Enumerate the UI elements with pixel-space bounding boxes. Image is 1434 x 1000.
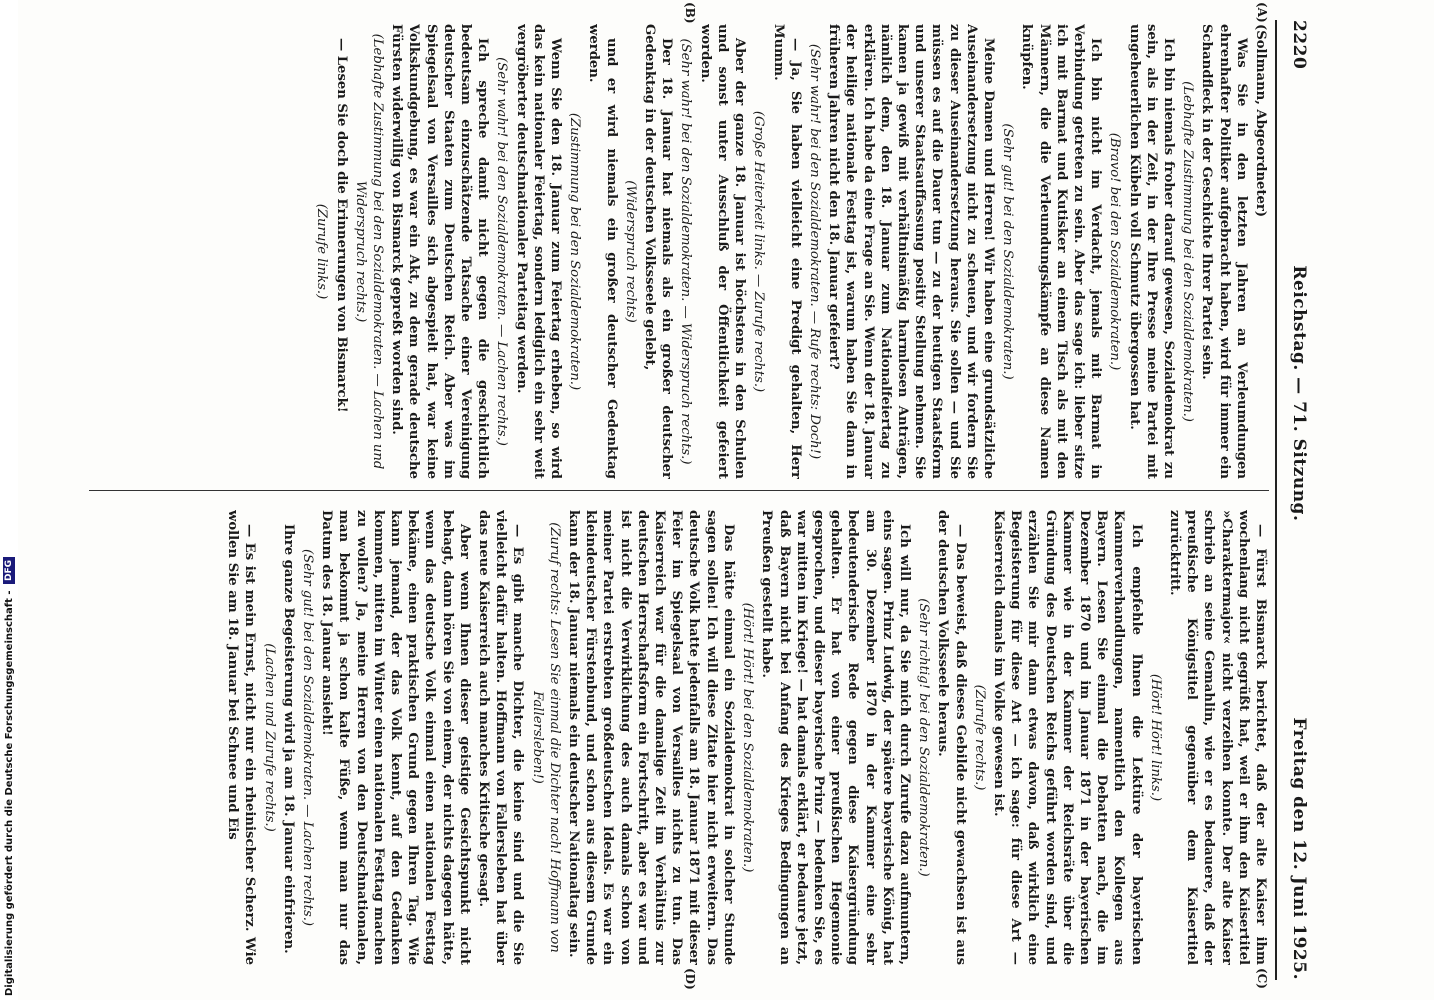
interjection: (Sehr gut! bei den Sozialdemokraten. — Lachen rechts.) — [300, 548, 316, 927]
session-title: Reichstag. — 71. Sitzung. — [1289, 265, 1309, 522]
interjection: (Bravo! bei den Sozialdemokraten.) — [1107, 132, 1123, 371]
paragraph: Der 18. Januar hat niemals als ein großer deutscher Gedenktag in der deutschen Volksseele gelebt, — [642, 24, 675, 479]
paragraph: Ich bin niemals froher darauf gewesen, Sozialdemokrat zu sein, als in der Zeit, in der Ihre Presse meine Partei mit ungeheuerlichen Kübeln voll Schmutz übergossen hat. — [1126, 24, 1176, 479]
paragraph: — Ja, Sie haben vielleicht eine Predigt gehalten, Herr Mumm. — [770, 24, 803, 479]
digitization-sidebar — [0, 0, 18, 1000]
interjection: (Lebhafte Zustimmung bei den Sozialdemokraten. — Lachen und Widerspruch rechts.) — [352, 33, 386, 470]
interjection: (Zurufe rechts.) — [971, 684, 987, 791]
paragraph: Ich bin nicht im Verdacht, jemals mit Barmat in Verbindung getreten zu sein. Aber das sage ich: lieber sitze ich mit Barmat und Kutisker an einem Tisch als mit den Männern, die die Verleumdungskämpfe an diese Namen knüpfen. — [1019, 24, 1104, 479]
speaker-line: (Sollmann, Abgeordneter) — [1253, 24, 1268, 218]
interjection: (Große Heiterkeit links. — Zurufe rechts.) — [751, 110, 767, 393]
paragraph: Was Sie in den letzten Jahren an Verleumdungen ehrenhafter Politiker aufgebracht haben, wird für immer ein Schandfleck in der Geschichte Ihrer Partei sein. — [1199, 24, 1249, 479]
paragraph: — Es ist mein Ernst, nicht nur ein rheinischer Scherz. Wie wollen Sie am 18. Januar bei Schnee und Eis — [225, 510, 258, 965]
sidebar-credit — [3, 6, 17, 996]
paragraph: Aber der ganze 18. Januar ist höchstens in den Schulen und sonst unter Ausschluß der Öffentlichkeit gefeiert worden. — [697, 24, 748, 479]
page-number: 2220 — [1289, 20, 1309, 70]
interjection: (Hört! Hört! links.) — [1147, 673, 1163, 802]
interjection: (Zuruf rechts: Lesen Sie einmal die Dichter nach! Hoffmann von Fallersleben!) — [529, 522, 562, 953]
sidebar-credit-text: Digitalisierung gefördert durch die Deutsche Forschungsgemeinschaft - — [4, 590, 15, 996]
interjection: (Lachen und Zurufe rechts.) — [261, 643, 277, 832]
margin-mark-a: (A) — [1255, 2, 1269, 23]
header-rule — [1275, 20, 1277, 980]
paragraph: — Das beweist, daß dieses Gebilde nicht gewachsen ist aus der deutschen Volksseele heraus. — [935, 510, 968, 965]
paragraph: und er wird niemals ein großer deutscher Gedenktag werden. — [586, 24, 619, 479]
paragraph: Das hätte einmal ein Sozialdemokrat in solcher Stunde sagen sollen! Ich will diese Zitate hier nicht erweitern. Das deutsche Volk hatte jedenfalls am 18. Januar 1871 mit dieser Feier im Spiegelsaal von Versailles nichts zu tun. Das Kaiserreich war für die damalige Zeit im Verhältnis zur deutschen Herrschaftsform ein Fortschritt, aber es war und ist nicht die Verwirklichung des auch damals schon von meiner Partei erstrebten großdeutschen Ideals. Es war ein kleindeutscher Fürstenbund, und schon aus diesem Grunde kann der 18. Januar niemals ein deutscher Nationaltag sein. — [566, 510, 736, 965]
page-header — [1279, 20, 1309, 980]
interjection: (Hört! Hört! bei den Sozialdemokraten.) — [740, 602, 756, 873]
paragraph: Ich spreche damit nicht gegen die geschichtlich bedeutsam einzuschätzende Tatsache einer Vereinigung deutscher Staaten zum Deutschen Reich. Aber was im Spiegelsaal von Versailles sich abgespielt hat, war keine Volkskundgebung, es war ein Akt, zu dem gerade deutsche Fürsten widerwillig von Bismarck gepreßt worden sind. — [389, 24, 491, 479]
interjection: (Sehr gut! bei den Sozialdemokraten.) — [1000, 123, 1016, 380]
interjection: (Zustimmung bei den Sozialdemokraten.) — [567, 112, 583, 391]
right-text-column — [89, 510, 1269, 965]
interjection: (Zurufe links.) — [314, 203, 330, 300]
interjection: (Sehr wahr! bei den Sozialdemokraten. — Rufe rechts: Doch!) — [806, 43, 822, 460]
paragraph: Aber wenn Ihnen dieser geistige Gesichtspunkt nicht behagt, dann hören Sie von einem, der nichts dagegen hätte, wenn das deutsche Volk einmal einen nationalen Festtag bekäme, einen praktischen Grund gegen Ihren Tag. Wie kann jemand, der das Volk kennt, auf den Gedanken kommen, mitten im Winter einen nationalen Festtag machen zu wollen? Ja, meine Herren von den Deutschnationalen, man bekommt ja schon kalte Füße, wenn man nur das Datum des 18. Januar ansieht! — [319, 510, 472, 965]
paragraph: Ich empfehle Ihnen die Lektüre der bayerischen Kammerverhandlungen, namentlich den Kollegen aus Bayern. Lesen Sie einmal die Debatten nach, die im Dezember 1870 und im Januar 1871 in der bayerischen Kammer wie in der Kammer der Reichsräte über die Gründung des Deutschen Reichs geführt worden sind, und erzählen Sie mir dann etwas davon, daß wirklich eine Begeisterung für diese Art — ich sage: für diese Art — Kaiserreich damals im Volke gewesen ist. — [990, 510, 1144, 965]
interjection: (Lebhafte Zustimmung bei den Sozialdemokraten.) — [1180, 81, 1196, 422]
paragraph: — Lesen Sie doch die Erinnerungen von Bismarck! — [333, 38, 349, 413]
page-content — [17, 0, 1317, 1000]
paragraph: — Fürst Bismarck berichtet, daß der alte Kaiser ihm wochenlang nicht gegrüßt hat, weil er ihm den Kaisertitel »Charaktermajor« nicht verzeihen konnte. Der alte Kaiser schrieb an seine Gemahlin, wie er es bedauere, daß der preußische Königstitel gegenüber dem Kaisertitel zurücktritt. — [1166, 510, 1268, 965]
paragraph: Meine Damen und Herren! Wir haben eine grundsätzliche Auseinandersetzung nicht zu scheuen, und wir fordern Sie zu dieser Auseinandersetzung heraus. Sie sollen — und Sie müssen es auf die Dauer tun — zu der heutigen Staatsform und unserer Staatsauffassung positiv Stellung nehmen. Sie kamen ja gewiß mit verhältnismäßig harmlosen Anträgen, nämlich dem, den 18. Januar zum Nationalfeiertag zu erklären. Ich habe da eine Frage an Sie. Wenn der 18. Januar der heilige nationale Festtag ist, warum haben Sie dann in früheren Jahren nicht den 18. Januar gefeiert? — [826, 24, 996, 479]
dfg-logo: DFG — [3, 557, 15, 584]
paragraph: Wenn Sie den 18. Januar zum Feiertag erheben, so wird das kein nationaler Feiertag, sondern lediglich ein sehr weit vergröberter deutschnationaler Parteitag werden. — [513, 24, 564, 479]
paragraph: Ich will nur, da Sie mich durch Zurufe dazu aufmuntern, eins sagen. Prinz Ludwig, der spätere bayerische König, hat am 30. Dezember 1870 in der Kammer eine sehr bedeutenderische Rede gegen diese Kaisergründung gehalten. Er hat von einer preußischen Hegemonie gesprochen, und dieser bayerische Prinz — bedenken Sie, es war mitten im Kriege! — hat damals erklärt, er bedaure jetzt, daß Bayern nicht bei Anfang des Krieges Bedingungen an Preußen gestellt habe. — [759, 510, 912, 965]
session-date: Freitag den 12. Juni 1925. — [1289, 717, 1309, 980]
interjection: (Widerspruch rechts) — [622, 180, 638, 323]
margin-mark-b: (B) — [683, 2, 697, 24]
column-divider — [89, 490, 1269, 491]
interjection: (Sehr richtig! bei den Sozialdemokraten.) — [916, 598, 932, 877]
interjection: (Sehr wahr! bei den Sozialdemokraten. — Widerspruch rechts.) — [678, 38, 694, 465]
paragraph: — Es gibt manche Dichter, die keine sind und die Sie vielleicht dafür halten. Hoffmann von Fallersleben hat über das neue Kaiserreich auch manches Kritische gesagt. — [476, 510, 526, 965]
interjection: (Sehr wahr! bei den Sozialdemokraten. — Lachen rechts.) — [494, 57, 510, 446]
margin-mark-d: (D) — [683, 968, 697, 990]
left-text-column — [89, 24, 1269, 479]
margin-mark-c: (C) — [1255, 968, 1269, 989]
paragraph: Ihre ganze Begeisterung wird ja am 18. Januar einfrieren. — [280, 524, 296, 954]
